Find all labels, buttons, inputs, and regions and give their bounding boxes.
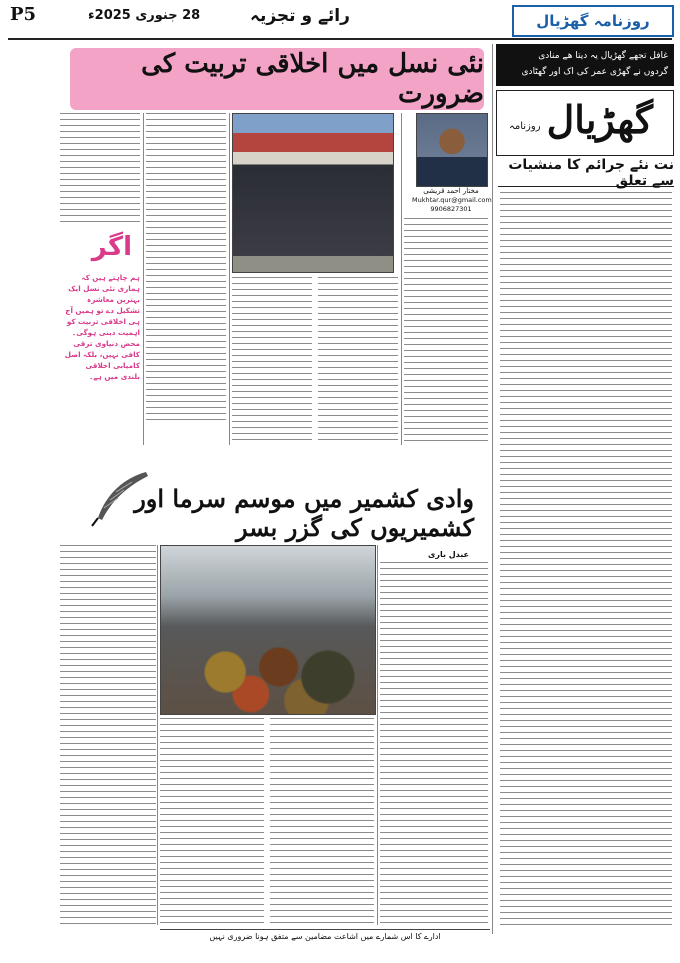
school-assembly-photo	[232, 113, 394, 273]
right-article-heading: نت نئے جرائم کا منشیات سے تعلق	[498, 160, 674, 187]
masthead-name: روزنامہ گھڑیال	[512, 5, 674, 37]
logo-subtitle: روزنامہ	[509, 121, 541, 132]
article-2-headline: وادی کشمیر میں موسم سرما اور کشمیریوں کی گزر بسر	[134, 484, 474, 542]
issue-date: 28 جنوری 2025ء	[88, 8, 201, 23]
page-header	[0, 0, 680, 40]
right-article-column	[500, 192, 672, 930]
column-divider	[143, 113, 144, 445]
slogan-line-2: گردوں نے گھڑی عمر کی اک اور گھٹادی	[521, 67, 668, 77]
winter-market-photo	[160, 545, 376, 715]
article-1-headline-banner	[70, 48, 484, 110]
article-2-column	[380, 562, 488, 924]
pull-quote	[60, 232, 140, 432]
slogan-box	[496, 44, 674, 86]
article-1-headline: نئی نسل میں اخلاقی تربیت کی ضرورت	[141, 49, 484, 109]
article-2-column	[270, 718, 374, 924]
column-divider	[401, 113, 402, 445]
article-1-column	[146, 113, 226, 425]
author-email: Mukhtar.qur@gmail.com	[412, 196, 492, 204]
author-phone: 9906827301	[430, 205, 472, 213]
author-photo	[416, 113, 488, 187]
editorial-disclaimer: ادارے کا اس شمارے میں اشاعت مضامین سے متفق ہونا ضروری نہیں	[209, 932, 441, 941]
page-number: P5	[10, 4, 37, 25]
column-divider	[157, 545, 158, 925]
newspaper-logo	[496, 90, 674, 156]
header-divider	[8, 38, 672, 40]
pull-quote-text: ہم چاہتے ہیں کہ ہماری نئی نسل ایک بہترین معاشرہ تشکیل دے تو ہمیں آج ہی اخلاقی تربیت کو اہمیت دینی ہوگی۔ محض دنیاوی ترقی کافی نہیں، بلکہ اصل کامیابی اخلاقی بلندی میں ہے۔	[64, 273, 140, 381]
article-1-column	[318, 277, 398, 445]
article-2-column	[160, 718, 264, 924]
column-divider	[492, 44, 493, 934]
section-title: رائے و تجزیہ	[250, 6, 350, 26]
article-1-column	[404, 218, 488, 445]
author-name: مختار احمد قریشی	[423, 187, 479, 195]
article-2-byline: عبدل باری	[428, 550, 470, 559]
column-divider	[377, 545, 378, 925]
article-1-column	[60, 113, 140, 225]
article-2-column	[60, 545, 156, 925]
logo-title: گھڑیال	[546, 97, 653, 142]
column-divider	[229, 113, 230, 445]
pull-quote-title: اگر	[91, 232, 132, 262]
slogan-line-1: غافل تجھے گھڑیال یہ دیتا ھے منادی	[538, 51, 668, 61]
footer-divider	[160, 929, 490, 930]
article-2-headline-block	[60, 466, 480, 540]
article-1-column	[232, 277, 312, 445]
